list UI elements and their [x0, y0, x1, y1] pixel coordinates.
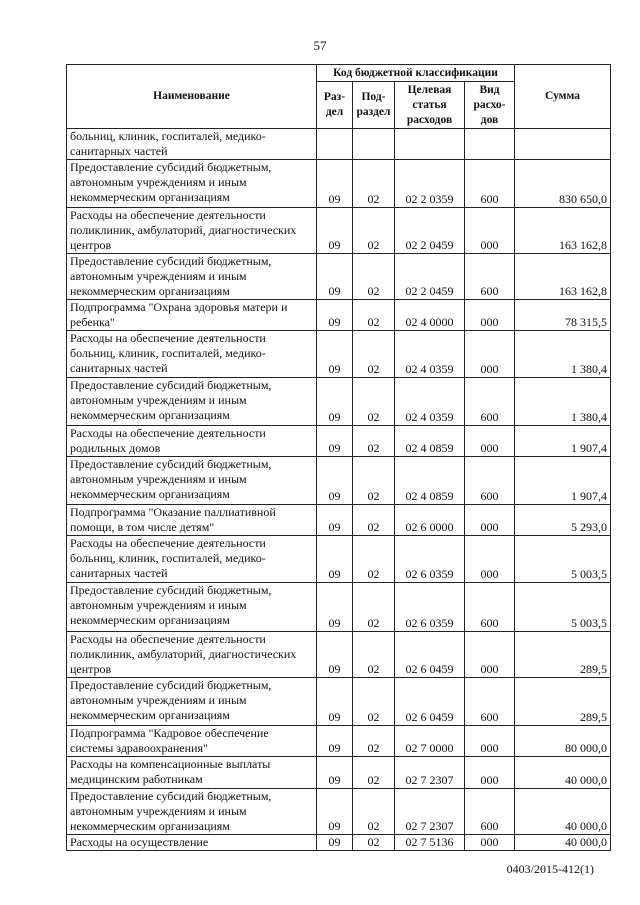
- row-sum: 163 162,8: [515, 254, 611, 300]
- row-section: 09: [317, 505, 353, 536]
- row-kind: 000: [465, 632, 515, 678]
- page-number: 57: [313, 38, 327, 53]
- row-section: 09: [317, 789, 353, 835]
- row-kind: 000: [465, 331, 515, 378]
- row-kind: 600: [465, 254, 515, 300]
- row-kind: 600: [465, 457, 515, 505]
- row-sum: 5 003,5: [515, 583, 611, 632]
- header-subsection: Под-раздел: [353, 82, 395, 129]
- row-target: 02 2 0459: [395, 208, 465, 254]
- table-row: [67, 426, 611, 457]
- document-code: 0403/2015-412(1): [506, 862, 594, 876]
- row-section: 09: [317, 160, 353, 208]
- table-row: [67, 331, 611, 378]
- row-name: Расходы на обеспечение деятельности родильных домов: [67, 426, 317, 457]
- row-name: Расходы на компенсационные выплаты медицинским работникам: [67, 757, 317, 789]
- row-name: Расходы на обеспечение деятельности больниц, клиник, госпиталей, медико-санитарных частей: [67, 536, 317, 583]
- row-name: Предоставление субсидий бюджетным, автономным учреждениям и иным некоммерческим организациям: [67, 457, 317, 505]
- row-sum: 80 000,0: [515, 726, 611, 757]
- row-subsection: 02: [353, 536, 395, 583]
- row-target: 02 7 0000: [395, 726, 465, 757]
- header-target: Целевая статья расходов: [395, 82, 465, 129]
- row-target: 02 6 0359: [395, 583, 465, 632]
- row-target: 02 4 0859: [395, 457, 465, 505]
- row-subsection: 02: [353, 835, 395, 851]
- row-kind: 000: [465, 536, 515, 583]
- row-name: Предоставление субсидий бюджетным, автономным учреждениям и иным некоммерческим организациям: [67, 254, 317, 300]
- row-subsection: 02: [353, 254, 395, 300]
- row-target: 02 6 0459: [395, 632, 465, 678]
- table-row: [67, 254, 611, 300]
- row-target: 02 4 0859: [395, 426, 465, 457]
- row-section: 09: [317, 632, 353, 678]
- budget-table: [66, 64, 611, 851]
- row-kind: 600: [465, 789, 515, 835]
- row-subsection: 02: [353, 300, 395, 331]
- row-subsection: 02: [353, 678, 395, 726]
- row-name: больниц, клиник, госпиталей, медико-санитарных частей: [67, 129, 317, 160]
- row-kind: 000: [465, 208, 515, 254]
- table-row: [67, 835, 611, 851]
- row-subsection: 02: [353, 426, 395, 457]
- row-name: Расходы на обеспечение деятельности поликлиник, амбулаторий, диагностических центров: [67, 632, 317, 678]
- row-name: Подпрограмма "Охрана здоровья матери и ребенка": [67, 300, 317, 331]
- row-section: 09: [317, 583, 353, 632]
- row-sum: 40 000,0: [515, 835, 611, 851]
- table-body: [67, 129, 611, 851]
- row-section: 09: [317, 457, 353, 505]
- table-row: [67, 678, 611, 726]
- row-subsection: 02: [353, 632, 395, 678]
- row-subsection: 02: [353, 160, 395, 208]
- table-row: [67, 208, 611, 254]
- row-target: 02 4 0000: [395, 300, 465, 331]
- row-section: 09: [317, 426, 353, 457]
- row-sum: 1 380,4: [515, 331, 611, 378]
- row-section: 09: [317, 678, 353, 726]
- row-subsection: 02: [353, 457, 395, 505]
- row-kind: 600: [465, 678, 515, 726]
- row-target: 02 2 0459: [395, 254, 465, 300]
- row-target: 02 7 2307: [395, 757, 465, 789]
- row-section: 09: [317, 300, 353, 331]
- table-row: [67, 583, 611, 632]
- row-kind: 000: [465, 835, 515, 851]
- header-sum: Сумма: [515, 65, 611, 129]
- table-row: [67, 457, 611, 505]
- row-sum: 830 650,0: [515, 160, 611, 208]
- table-row: [67, 129, 611, 160]
- table-row: [67, 632, 611, 678]
- row-sum: 1 907,4: [515, 457, 611, 505]
- row-sum: 40 000,0: [515, 757, 611, 789]
- header-name: Наименование: [67, 65, 317, 129]
- row-target: 02 6 0359: [395, 536, 465, 583]
- row-sum: 1 380,4: [515, 378, 611, 426]
- header-section: Раз-дел: [317, 82, 353, 129]
- row-kind: 600: [465, 160, 515, 208]
- row-section: 09: [317, 208, 353, 254]
- row-name: Подпрограмма "Кадровое обеспечение системы здравоохранения": [67, 726, 317, 757]
- table-row: [67, 757, 611, 789]
- row-kind: 000: [465, 505, 515, 536]
- table-row: [67, 789, 611, 835]
- header-kind: Вид расхо-дов: [465, 82, 515, 129]
- row-sum: [515, 129, 611, 160]
- row-kind: 600: [465, 378, 515, 426]
- row-section: 09: [317, 254, 353, 300]
- row-subsection: 02: [353, 583, 395, 632]
- row-section: 09: [317, 331, 353, 378]
- row-subsection: [353, 129, 395, 160]
- row-section: 09: [317, 378, 353, 426]
- row-name: Подпрограмма "Оказание паллиативной помощи, в том числе детям": [67, 505, 317, 536]
- row-subsection: 02: [353, 331, 395, 378]
- row-sum: 289,5: [515, 678, 611, 726]
- row-name: Расходы на осуществление: [67, 835, 317, 851]
- row-name: Предоставление субсидий бюджетным, автономным учреждениям и иным некоммерческим организациям: [67, 160, 317, 208]
- row-name: Предоставление субсидий бюджетным, автономным учреждениям и иным некоммерческим организациям: [67, 789, 317, 835]
- row-section: 09: [317, 835, 353, 851]
- header-classification-group: Код бюджетной классификации: [317, 65, 515, 82]
- row-kind: 000: [465, 726, 515, 757]
- row-section: 09: [317, 536, 353, 583]
- row-subsection: 02: [353, 726, 395, 757]
- row-target: [395, 129, 465, 160]
- row-sum: 1 907,4: [515, 426, 611, 457]
- row-target: 02 7 5136: [395, 835, 465, 851]
- row-kind: 600: [465, 583, 515, 632]
- row-section: 09: [317, 726, 353, 757]
- row-target: 02 6 0000: [395, 505, 465, 536]
- row-name: Предоставление субсидий бюджетным, автономным учреждениям и иным некоммерческим организациям: [67, 583, 317, 632]
- table-row: [67, 536, 611, 583]
- table-row: [67, 726, 611, 757]
- row-section: [317, 129, 353, 160]
- row-name: Предоставление субсидий бюджетным, автономным учреждениям и иным некоммерческим организациям: [67, 378, 317, 426]
- row-sum: 5 293,0: [515, 505, 611, 536]
- row-target: 02 4 0359: [395, 331, 465, 378]
- row-target: 02 6 0459: [395, 678, 465, 726]
- table-row: [67, 505, 611, 536]
- row-section: 09: [317, 757, 353, 789]
- row-subsection: 02: [353, 757, 395, 789]
- row-target: 02 2 0359: [395, 160, 465, 208]
- row-sum: 5 003,5: [515, 536, 611, 583]
- row-subsection: 02: [353, 505, 395, 536]
- row-kind: 000: [465, 300, 515, 331]
- row-subsection: 02: [353, 789, 395, 835]
- row-sum: 78 315,5: [515, 300, 611, 331]
- row-name: Расходы на обеспечение деятельности больниц, клиник, госпиталей, медико-санитарных частей: [67, 331, 317, 378]
- row-kind: [465, 129, 515, 160]
- row-subsection: 02: [353, 378, 395, 426]
- row-sum: 289,5: [515, 632, 611, 678]
- row-name: Предоставление субсидий бюджетным, автономным учреждениям и иным некоммерческим организациям: [67, 678, 317, 726]
- row-sum: 40 000,0: [515, 789, 611, 835]
- row-sum: 163 162,8: [515, 208, 611, 254]
- table-row: [67, 300, 611, 331]
- row-subsection: 02: [353, 208, 395, 254]
- row-name: Расходы на обеспечение деятельности поликлиник, амбулаторий, диагностических центров: [67, 208, 317, 254]
- row-kind: 000: [465, 426, 515, 457]
- row-target: 02 7 2307: [395, 789, 465, 835]
- table-row: [67, 160, 611, 208]
- table-row: [67, 378, 611, 426]
- table-header: [67, 65, 611, 129]
- row-kind: 000: [465, 757, 515, 789]
- row-target: 02 4 0359: [395, 378, 465, 426]
